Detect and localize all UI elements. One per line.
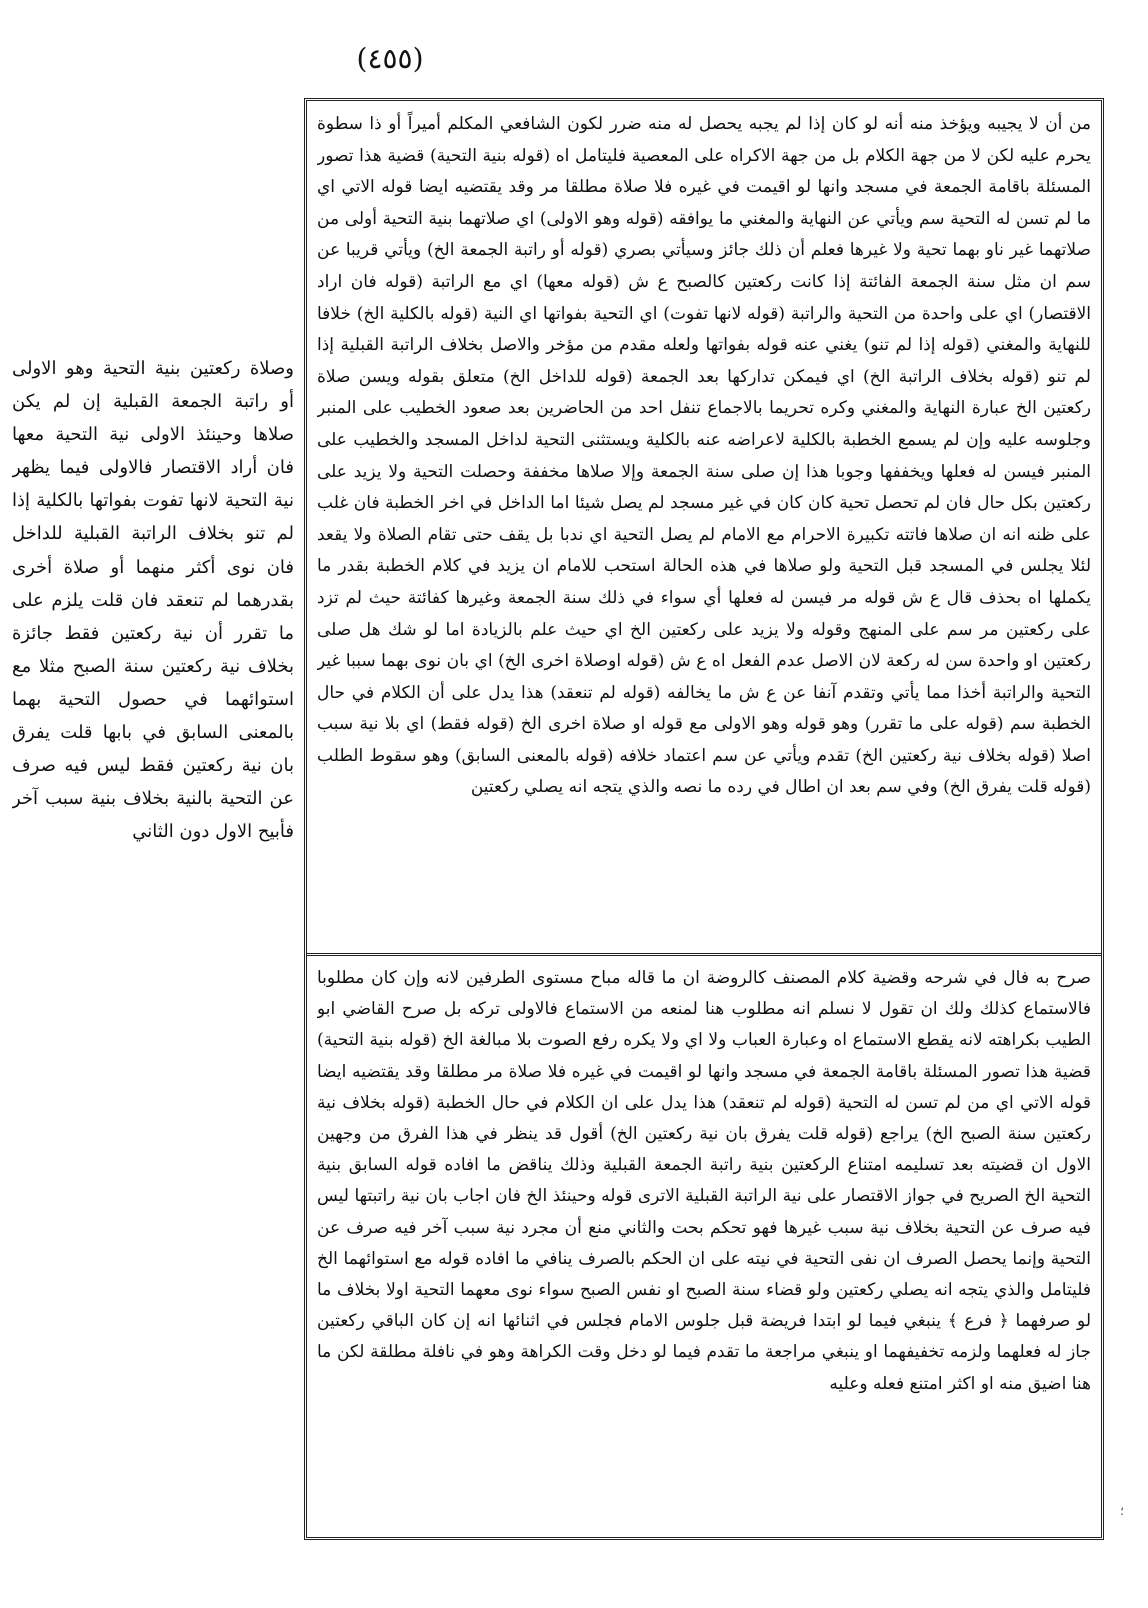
section-divider (307, 953, 1101, 956)
margin-matn-text: وصلاة ركعتين بنية التحية وهو الاولى أو راتبة الجمعة القبلية إن لم يكن صلاها وحينئذ الاولى نية التحية معها فان أراد الاقتصار فالاولى فيما يظهر نية التحية لانها تفوت بفواتها بالكلية إذا لم تنو بخلاف الراتبة القبلية للداخل فان نوى أكثر منهما أو صلاة أخرى بقدرهما لم تنعقد فان قلت يلزم على ما تقرر أن نية ركعتين فقط جائزة بخلاف نية ركعتين سنة الصبح مثلا مع استوائهما في حصول التحية بهما بالمعنى السابق في بابها قلت يفرق بان نية ركعتين فقط ليس فيه صرف عن التحية بالنية بخلاف بنية سبب آخر فأبيح الاول دون الثاني (12, 358, 294, 843)
main-commentary-frame (304, 98, 1104, 1540)
page-corner-mark: ؛ (1120, 1504, 1124, 1518)
lower-commentary-text: صرح به فال في شرحه وقضية كلام المصنف كالروضة ان ما قاله مباح مستوى الطرفين لانه وإن كان مطلوبا فالاستماع كذلك ولك ان تقول لا نسلم انه مطلوب هنا لمنعه من الاستماع فالاولى تركه بل صرح القاضي ابو الطيب بكراهته لانه يقطع الاستماع اه وعبارة العباب ولا اي ولا يكره رفع الصوت بلا مبالغة الخ (قوله بنية التحية) قضية هذا تصور المسئلة باقامة الجمعة في مسجد وانها لو اقيمت في غيره فلا صلاة مر مطلقا وقد يقتضيه ايضا قوله الاتي اي من لم تسن له التحية (قوله لم تنعقد) هذا يدل على ان الكلام في حال الخطبة (قوله بخلاف نية ركعتين سنة الصبح الخ) يراجع (قوله قلت يفرق بان نية ركعتين الخ) أقول قد ينظر في هذا الفرق من وجهين الاول ان قضيته بعد تسليمه امتناع الركعتين بنية راتبة الجمعة القبلية وذلك يناقض ما افاده قوله السابق بنية التحية الخ الصريح في جواز الاقتصار على نية الراتبة القبلية الاترى قوله وحينئذ الخ فان اجاب بان نية راتبتها ليس فيه صرف عن التحية بخلاف نية سبب غيرها فهو تحكم بحت والثاني منع أن مجرد نية سبب آخر فيه صرف عن التحية وإنما يحصل الصرف ان نفى التحية في نيته على ان الحكم بالصرف ينافي ما افاده قوله مع استوائهما الخ فليتامل والذي يتجه انه يصلي ركعتين ولو قضاء سنة الصبح او نفس الصبح سواء نوى معهما التحية اولا بخلاف ما لو صرفهما ﴿ فرع ﴾ ينبغي فيما لو ابتدا فريضة قبل جلوس الامام فجلس في اثنائها انه إن كان الباقي ركعتين جاز له فعلهما ولزمه تخفيفهما او ينبغي مراجعة ما تقدم فيما لو دخل وقت الكراهة وهو في نافلة مطلقة لكن ما هنا اضيق منه او اكثر امتنع فعله وعليه (317, 968, 1091, 1394)
upper-commentary-text: من أن لا يجيبه ويؤخذ منه أنه لو كان إذا لم يجبه يحصل له منه ضرر لكون الشافعي المكلم أميراً أو ذا سطوة يحرم عليه لكن لا من جهة الكلام بل من جهة الاكراه على المعصية فليتامل اه (قوله بنية التحية) قضية هذا تصور المسئلة باقامة الجمعة في مسجد وانها لو اقيمت في غيره فلا صلاة مطلقا مر وقد يقتضيه ايضا قوله الاتي اي ما لم تسن له التحية سم ويأتي عن النهاية والمغني ما يوافقه (قوله وهو الاولى) اي صلاتهما بنية التحية أولى من صلاتهما غير ناو بهما تحية ولا غيرها فعلم أن ذلك جائز وسيأتي بصري (قوله أو راتبة الجمعة الخ) ويأتي قريبا عن سم ان مثل سنة الجمعة الفائتة إذا كانت ركعتين كالصبح ع ش (قوله معها) اي مع الراتبة (قوله فان اراد الاقتصار) اي على واحدة من التحية والراتبة (قوله لانها تفوت) اي التحية بفواتها اي النية (قوله بالكلية الخ) خلافا للنهاية والمغني (قوله إذا لم تنو) يغني عنه قوله بفواتها ولعله مقدم من مؤخر والاصل بخلاف الراتبة القبلية إذا لم تنو (قوله بخلاف الراتبة الخ) اي فيمكن تداركها بعد الجمعة (قوله للداخل الخ) متعلق بقوله ويسن صلاة ركعتين الخ عبارة النهاية والمغني وكره تحريما بالاجماع تنفل احد من الحاضرين بعد صعود الخطيب على المنبر وجلوسه عليه وإن لم يسمع الخطبة بالكلية لاعراضه عنه بالكلية ويستثنى التحية لداخل المسجد والخطيب على المنبر فيسن له فعلها ويخففها وجوبا هذا إن صلى سنة الجمعة وإلا صلاها مخففة وحصلت التحية ولا يزيد على ركعتين بكل حال فان لم تحصل تحية كان كان في غير مسجد لم يصل شيئا اما الداخل في اخر الخطبة فان غلب على ظنه انه ان صلاها فاتته تكبيرة الاحرام مع الامام لم يصل التحية اي ندبا بل يقف حتى تقام الصلاة ولا يقعد لئلا يجلس في المسجد قبل التحية ولو صلاها في هذه الحالة استحب للامام ان يزيد في كلام الخطبة بقدر ما يكملها اه بحذف قال ع ش قوله مر فيسن له فعلها أي سواء في ذلك سنة الجمعة وغيرها كفائتة حيث لم تزد على ركعتين مر سم على المنهج وقوله ولا يزيد على ركعتين الخ اي حيث علم بالزيادة اما لو شك هل صلى ركعتين او واحدة سن له ركعة لان الاصل عدم الفعل اه ع ش (قوله اوصلاة اخرى الخ) اي بان نوى بهما سببا غير التحية والراتبة أخذا مما يأتي وتقدم آنفا عن ع ش ما يخالفه (قوله لم تنعقد) هذا يدل على أن الكلام في حال الخطبة سم (قوله على ما تقرر) وهو قوله وهو الاولى مع قوله او صلاة اخرى الخ (قوله فقط) اي بلا نية سبب اصلا (قوله بخلاف نية ركعتين الخ) تقدم ويأتي عن سم اعتماد خلافه (قوله بالمعنى السابق) وهو سقوط الطلب (قوله قلت يفرق الخ) وفي سم بعد ان اطال في رده ما نصه والذي يتجه انه يصلي ركعتين (317, 114, 1091, 798)
page-number: (٤٥٥) (356, 42, 424, 75)
